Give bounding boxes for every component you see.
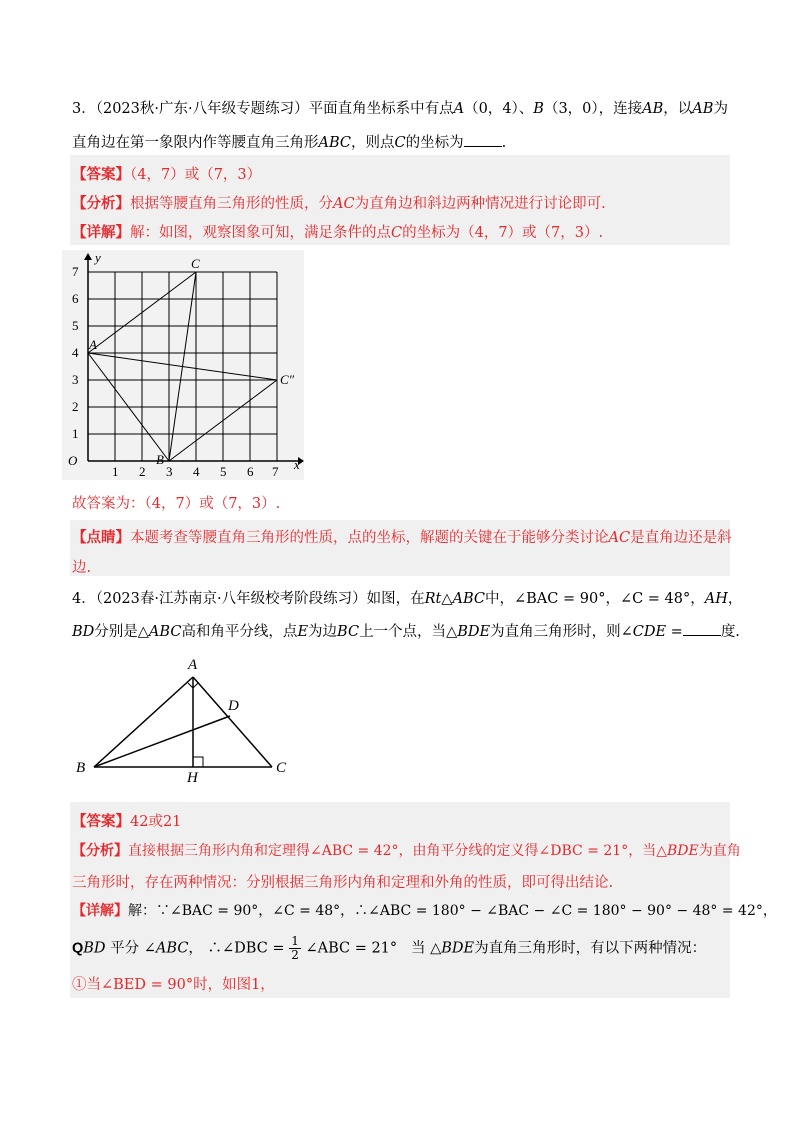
q4-source: （2023春·江苏南京·八年级校考阶段练习） — [95, 591, 367, 607]
q4-point-e: E — [297, 624, 309, 640]
q4-detail: 解：∵∠BAC = 90°，∠C = 48°，∴∠ABC = 180° − ∠BAC − ∠C = 180° − 90° − 48° = 42°， — [128, 903, 777, 919]
origin-label: O — [68, 453, 78, 468]
analysis-tag: 【分析】 — [72, 843, 128, 859]
q4-text: ， — [727, 591, 743, 607]
q4-seg-bd: BD — [83, 940, 106, 957]
y-tick-2: 2 — [72, 399, 79, 414]
q3-analysis: 根据等腰直角三角形的性质，分 — [130, 196, 333, 212]
side-ac — [193, 677, 272, 767]
q4-stem-line1 — [72, 587, 743, 608]
q4-answer-line — [72, 810, 732, 831]
y-tick-1: 1 — [72, 426, 79, 441]
q4-angle-abc: ∠ABC — [143, 940, 189, 957]
q3-point-c: C — [394, 135, 406, 151]
q3-answer-line — [72, 163, 732, 184]
q3-source: （2023秋·广东·八年级专题练习） — [95, 101, 309, 117]
right-angle-mark-h — [193, 757, 203, 767]
q3-text: ，则点 — [351, 135, 395, 151]
q4-rt-triangle: Rt△ABC — [424, 591, 485, 607]
q4-text: 为直角三角形时，则 — [490, 624, 621, 640]
point-c-label: C — [191, 256, 200, 271]
q3-conclusion: 故答案为：（4，7）或（7，3）. — [72, 496, 281, 512]
q4-angle-cde: ∠CDE = — [620, 624, 683, 640]
side-ab — [94, 677, 193, 767]
q3-analysis-line — [72, 192, 732, 213]
comment-tag: 【点睛】 — [72, 529, 130, 546]
x-tick-7: 7 — [272, 464, 279, 479]
q3-text: 平面直角坐标系中有点 — [308, 101, 454, 117]
q3-answer: （4，7）或（7，3） — [130, 167, 262, 183]
point-a-label: A — [89, 337, 97, 352]
x-tick-3: 3 — [166, 464, 173, 479]
q3-comment-line1 — [72, 526, 732, 547]
q3-analysis: 为直角边和斜边两种情况进行讨论即可. — [354, 196, 606, 212]
q4-detail: 为直角三角形时，有以下两种情况： — [474, 940, 707, 957]
coordinate-graph — [62, 250, 312, 480]
q3-detail: 解：如图，观察图象可知，满足条件的点 — [130, 225, 391, 241]
x-tick-1: 1 — [112, 464, 119, 479]
q4-seg-ah: AH — [704, 591, 728, 607]
y-tick-7: 7 — [72, 264, 79, 279]
q3-number: 3． — [72, 101, 96, 117]
q4-seg-bc: BC — [337, 624, 360, 640]
q4-detail: ， — [188, 940, 203, 957]
detail-tag: 【详解】 — [72, 903, 128, 919]
q4-case1-line: ①当∠BED = 90°时，如图1， — [72, 977, 275, 993]
q4-analysis: 为直角 — [698, 843, 741, 859]
q4-seg-bd: BD — [72, 624, 95, 640]
q3-point-b: B — [533, 101, 544, 117]
q4-detail: ∠ABC = 21° — [305, 940, 398, 957]
q4-text: 度. — [720, 624, 740, 640]
q3-point-c: C — [391, 225, 403, 241]
q4-analysis-line2: 三角形时，存在两种情况：分别根据三角形内角和定理和外角的性质，即可得出结论. — [72, 875, 614, 891]
q3-seg-ac: AC — [333, 196, 355, 212]
y-tick-5: 5 — [72, 318, 79, 333]
q4-text: 中，∠BAC = 90°，∠C = 48°， — [485, 591, 705, 607]
q3-seg-ac: AC — [608, 530, 631, 546]
q4-triangle-abc: △ABC — [137, 624, 182, 640]
q3-detail-line — [72, 221, 732, 242]
q4-analysis: 直接根据三角形内角和定理得∠ABC = 42°，由角平分线的定义得∠DBC = 21°，当 — [128, 843, 657, 859]
q3-seg-ab: AB — [642, 101, 664, 117]
fraction-numerator: 1 — [291, 934, 299, 948]
q4-detail: ∴∠DBC = — [207, 940, 285, 957]
point-b-label: B — [156, 452, 164, 467]
fraction-denominator: 2 — [291, 948, 299, 962]
q3-stem-line1 — [72, 97, 732, 118]
y-tick-4: 4 — [72, 345, 79, 360]
label-a: A — [188, 657, 198, 673]
q4-detail-line2 — [72, 935, 732, 962]
y-tick-6: 6 — [72, 291, 79, 306]
x-tick-5: 5 — [220, 464, 227, 479]
bisector-bd — [94, 716, 230, 767]
x-axis-label: x — [294, 457, 300, 472]
label-d: D — [228, 698, 239, 714]
q3-coord-b: （3，0），连接 — [543, 101, 643, 117]
q4-text: 为边 — [308, 624, 338, 640]
answer-tag: 【答案】 — [72, 166, 130, 183]
detail-tag: 【详解】 — [72, 224, 130, 241]
label-b: B — [76, 760, 86, 776]
answer-tag: 【答案】 — [72, 813, 130, 830]
q4-detail: 平分 — [110, 940, 140, 957]
q4-text: 分别是 — [94, 624, 138, 640]
q3-text: 为 — [713, 101, 728, 117]
label-c: C — [276, 760, 287, 776]
q4-text: 上一个点，当 — [359, 624, 447, 640]
q3-text: . — [501, 135, 507, 151]
q3-text: 直角边在第一象限内作等腰直角三角形 — [72, 135, 319, 151]
y-tick-3: 3 — [72, 372, 79, 387]
q4-triangle-bde: △BDE — [446, 624, 491, 640]
q3-comment-line2: 边. — [72, 560, 92, 576]
label-h: H — [187, 770, 198, 782]
point-c2-label: C″ — [280, 372, 295, 387]
q4-stem-line2 — [72, 620, 740, 641]
q3-text: ，以 — [663, 101, 693, 117]
q3-coord-a: （0，4）、 — [464, 101, 534, 117]
fraction-half — [289, 935, 301, 962]
y-axis-label: y — [95, 250, 101, 265]
answer-blank — [683, 623, 721, 636]
q4-triangle-bde: △BDE — [656, 843, 699, 859]
answer-blank — [464, 134, 502, 147]
analysis-tag: 【分析】 — [72, 195, 130, 212]
q3-seg-ab: AB — [692, 101, 714, 117]
x-tick-6: 6 — [247, 464, 254, 479]
q3-triangle: ABC — [318, 135, 351, 151]
q4-text: 高和角平分线，点 — [181, 624, 298, 640]
x-tick-2: 2 — [139, 464, 146, 479]
q3-detail: 的坐标为（4，7）或（7，3）. — [402, 225, 604, 241]
q4-detail: Q — [72, 940, 84, 957]
q4-number: 4． — [72, 591, 96, 607]
q3-comment: 本题考查等腰直角三角形的性质，点的坐标，解题的关键在于能够分类讨论 — [130, 530, 609, 546]
triangle-figure — [72, 652, 302, 782]
q3-comment: 是直角边还是斜 — [630, 530, 732, 546]
q3-text: 的坐标为 — [405, 135, 464, 151]
q4-text: 如图，在 — [366, 591, 425, 607]
q4-triangle-bde: △BDE — [430, 940, 475, 957]
q4-detail-line1 — [72, 900, 777, 920]
q4-answer: 42或21 — [130, 814, 182, 830]
q3-stem-line2 — [72, 131, 732, 152]
q4-analysis-line1 — [72, 840, 741, 860]
x-tick-4: 4 — [193, 464, 200, 479]
q4-detail: 当 — [411, 940, 426, 957]
q3-point-a: A — [453, 101, 465, 117]
